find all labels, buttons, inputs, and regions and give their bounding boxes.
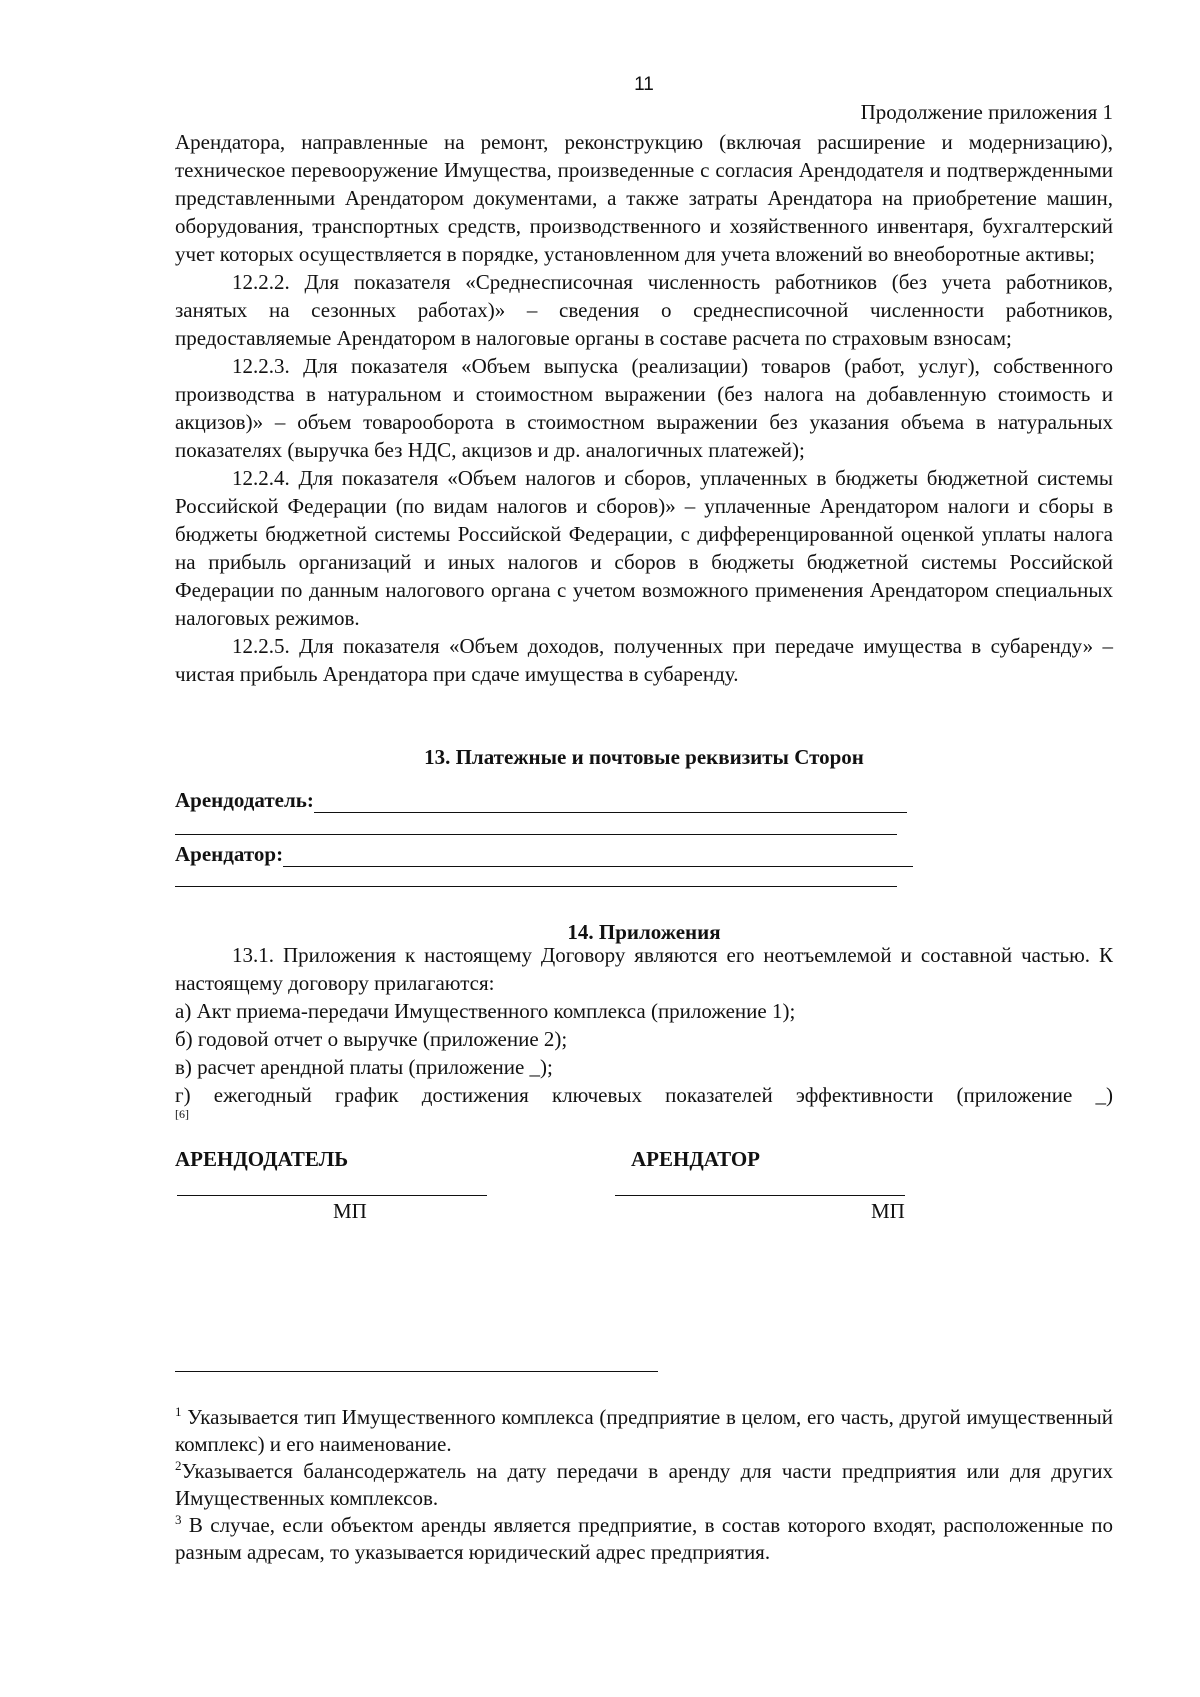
paragraph-12-2-4: 12.2.4. Для показателя «Объем налогов и сборов, уплаченных в бюджеты бюджетной системы Российской Федерации (по видам налогов и сборов)» – уплаченные Арендатором налоги и сборы в бюджеты бюджетной системы Российской Федерации, с дифференцированной оценкой уплаты налога на прибыль организаций и иных налогов и сборов в бюджеты бюджетной системы Российской Федерации по данным налогового органа с учетом возможного применения Арендатором специальных налоговых режимов. bbox=[175, 466, 1113, 630]
tenant-requisites-field bbox=[175, 842, 913, 867]
paragraph-12-2-2: 12.2.2. Для показателя «Среднесписочная численность работников (без учета работников, занятых на сезонных работах)» – сведения о среднесписочной численности работников, предоставляемые Арендатором в налоговые органы в составе расчета по страховым взносам; bbox=[175, 270, 1113, 350]
appendix-item-d: г) ежегодный график достижения ключевых показателей эффективности (приложение _) bbox=[175, 1083, 1113, 1107]
landlord-signature-title: АРЕНДОДАТЕЛЬ bbox=[175, 1147, 349, 1171]
appendix-item-b: б) годовой отчет о выручке (приложение 2); bbox=[175, 1027, 568, 1051]
tenant-stamp-label: МП bbox=[871, 1199, 905, 1223]
footnote-separator bbox=[175, 1371, 658, 1372]
landlord-requisites-line-2 bbox=[175, 834, 897, 835]
tenant-requisites-line bbox=[283, 844, 913, 867]
landlord-signature-line bbox=[177, 1195, 487, 1196]
footnote-2 bbox=[175, 1458, 1113, 1512]
footnote-1-mark: 1 bbox=[175, 1404, 182, 1419]
footnote-3-mark: 3 bbox=[175, 1512, 182, 1527]
appendix-item-a: а) Акт приема-передачи Имущественного комплекса (приложение 1); bbox=[175, 999, 796, 1023]
footnotes bbox=[175, 1404, 1113, 1566]
footnote-2-text: Указывается балансодержатель на дату передачи в аренду для части предприятия или для других Имущественных комплексов. bbox=[175, 1459, 1113, 1510]
landlord-label: Арендодатель: bbox=[175, 788, 314, 812]
landlord-stamp-label: МП bbox=[333, 1199, 367, 1223]
page-number: 11 bbox=[634, 74, 654, 95]
landlord-requisites-line bbox=[314, 790, 907, 813]
paragraph-12-2-1-cont: Арендатора, направленные на ремонт, реконструкцию (включая расширение и модернизацию), техническое перевооружение Имущества, произведенные с согласия Арендодателя и подтвержденными представленными Арендатором документами, а также затраты Арендатора на приобретение машин, оборудования, транспортных средств, производственного и хозяйственного инвентаря, бухгалтерский учет которых осуществляется в порядке, установленном для учета вложений во внеоборотные активы; bbox=[175, 130, 1113, 266]
footnote-3 bbox=[175, 1512, 1113, 1566]
footnote-1-text: Указывается тип Имущественного комплекса (предприятие в целом, его часть, другой имущественный комплекс) и его наименование. bbox=[175, 1405, 1113, 1456]
tenant-label: Арендатор: bbox=[175, 842, 284, 866]
continuation-label: Продолжение приложения 1 bbox=[860, 100, 1113, 124]
appendices-intro: 13.1. Приложения к настоящему Договору являются его неотъемлемой и составной частью. К настоящему договору прилагаются: bbox=[175, 943, 1113, 995]
section-14-title: 14. Приложения bbox=[567, 920, 721, 944]
footnote-3-text: В случае, если объектом аренды является предприятие, в состав которого входят, расположенные по разным адресам, то указывается юридический адрес предприятия. bbox=[175, 1513, 1113, 1564]
footnote-1 bbox=[175, 1404, 1113, 1458]
tenant-signature-line bbox=[615, 1195, 905, 1196]
document-page bbox=[175, 0, 1113, 1697]
tenant-signature-title: АРЕНДАТОР bbox=[631, 1147, 760, 1171]
paragraph-12-2-3: 12.2.3. Для показателя «Объем выпуска (реализации) товаров (работ, услуг), собственного производства в натуральном и стоимостном выражении (без налога на добавленную стоимость и акцизов)» – объем товарооборота в стоимостном выражении без указания объема в натуральных показателях (выручка без НДС, акцизов и др. аналогичных платежей); bbox=[175, 354, 1113, 462]
paragraph-12-2-5: 12.2.5. Для показателя «Объем доходов, полученных при передаче имущества в субаренду» – чистая прибыль Арендатора при сдаче имущества в субаренду. bbox=[175, 634, 1113, 686]
body-text bbox=[175, 128, 1113, 688]
appendix-item-c: в) расчет арендной платы (приложение _); bbox=[175, 1055, 553, 1079]
landlord-requisites-field bbox=[175, 788, 907, 813]
appendices-section bbox=[175, 941, 1113, 1121]
reference-mark: [6] bbox=[175, 1107, 189, 1121]
footnote-2-mark: 2 bbox=[175, 1458, 182, 1473]
section-13-title: 13. Платежные и почтовые реквизиты Сторон bbox=[424, 745, 864, 769]
tenant-requisites-line-2 bbox=[175, 886, 897, 887]
